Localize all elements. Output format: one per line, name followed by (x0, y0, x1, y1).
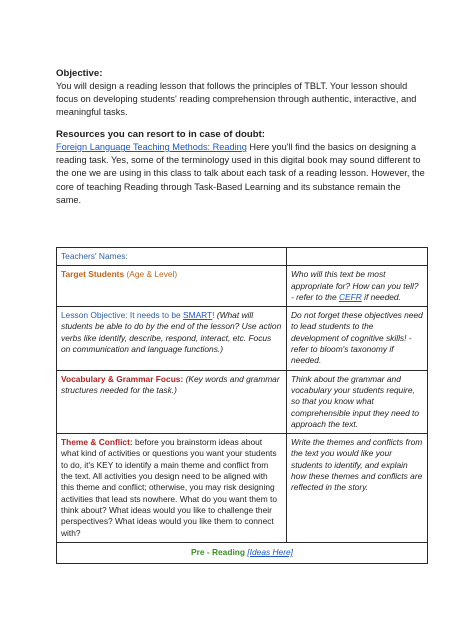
resources-section (56, 129, 428, 207)
table-row (57, 434, 428, 543)
lesson-objective-cell (57, 307, 287, 370)
lesson-objective-punct: ! (212, 310, 217, 321)
vocab-grammar-label: Vocabulary & Grammar Focus: (61, 373, 184, 384)
pre-reading-cell (57, 542, 428, 563)
ideas-here-link[interactable]: [Ideas Here] (247, 546, 293, 557)
resources-text: Here you'll find the basics on designing a reading task. Yes, some of the terminology used in this digital book may sound different to the one we are using in this class to talk about each task of a reading lesson. However, the core of teaching Reading through Task-Based Learning and its substance remain the same. (56, 142, 425, 205)
lesson-objective-note: Do not forget these objectives need to lead students to the development of cognitive skills! - refer to bloom's taxonomy if needed. (287, 307, 428, 370)
theme-conflict-description: before you brainstorm ideas about what kind of activities or questions you want your students to do, it's KEY to identify a main theme and conflict from the text. All activities you design need to be aligned with this theme and conflict; otherwise, you may risk designing activities that lead sts nowhere. What do you want them to think about? What ideas would you like to challenge their perspectives? What ideas would you like them to connect with? (61, 437, 277, 538)
theme-conflict-cell (57, 434, 287, 543)
pre-reading-label: Pre - Reading (191, 546, 246, 557)
cefr-link[interactable]: CEFR (338, 291, 362, 302)
lesson-plan-table (56, 247, 428, 564)
teachers-names-label: Teachers' Names: (61, 251, 128, 261)
smart-link[interactable]: SMART (183, 310, 213, 321)
objective-heading: Objective: (56, 68, 103, 79)
vocab-grammar-cell (57, 370, 287, 433)
target-students-sub: (Age & Level) (124, 269, 178, 280)
table-row (57, 307, 428, 370)
target-students-note (287, 266, 428, 307)
objective-section (56, 68, 428, 120)
theme-conflict-label: Theme & Conflict: (61, 437, 133, 448)
teachers-names-cell (57, 248, 287, 266)
resources-heading: Resources you can resort to in case of doubt: (56, 129, 265, 140)
target-students-note-text: Who will this text be most appropriate for? How can you tell? - refer to the (291, 269, 419, 302)
objective-text: You will design a reading lesson that follows the principles of TBLT. Your lesson should focus on developing students' reading comprehension through authentic, interactive, and meaningful tasks. (56, 81, 417, 118)
target-students-cell (57, 266, 287, 307)
vocab-grammar-note: Think about the grammar and vocabulary your students require, so that you know what comprehensible input they need to approach the text. (287, 370, 428, 433)
target-students-note-end: if needed. (361, 291, 401, 302)
table-row (57, 370, 428, 433)
lesson-objective-description: (What will students be able to do by the end of the lesson? Use action verbs like identify, describe, respond, interact, etc. Focus on communication and language functions.) (61, 310, 282, 355)
table-row (57, 248, 428, 266)
table-row (57, 266, 428, 307)
resources-paragraph (56, 141, 428, 207)
target-students-label: Target Students (61, 269, 125, 280)
vocab-grammar-description: (Key words and grammar structures needed for the task.) (61, 373, 280, 395)
lesson-objective-intro: It needs to be (127, 310, 183, 321)
teachers-names-input[interactable] (287, 248, 428, 266)
resources-link[interactable]: Foreign Language Teaching Methods: Reading (56, 142, 247, 152)
table-row (57, 542, 428, 563)
lesson-objective-label: Lesson Objective: (61, 310, 128, 321)
theme-conflict-note: Write the themes and conflicts from the text you would like your students to identify, and explain how these themes and conflicts are reflected in the story. (287, 434, 428, 543)
